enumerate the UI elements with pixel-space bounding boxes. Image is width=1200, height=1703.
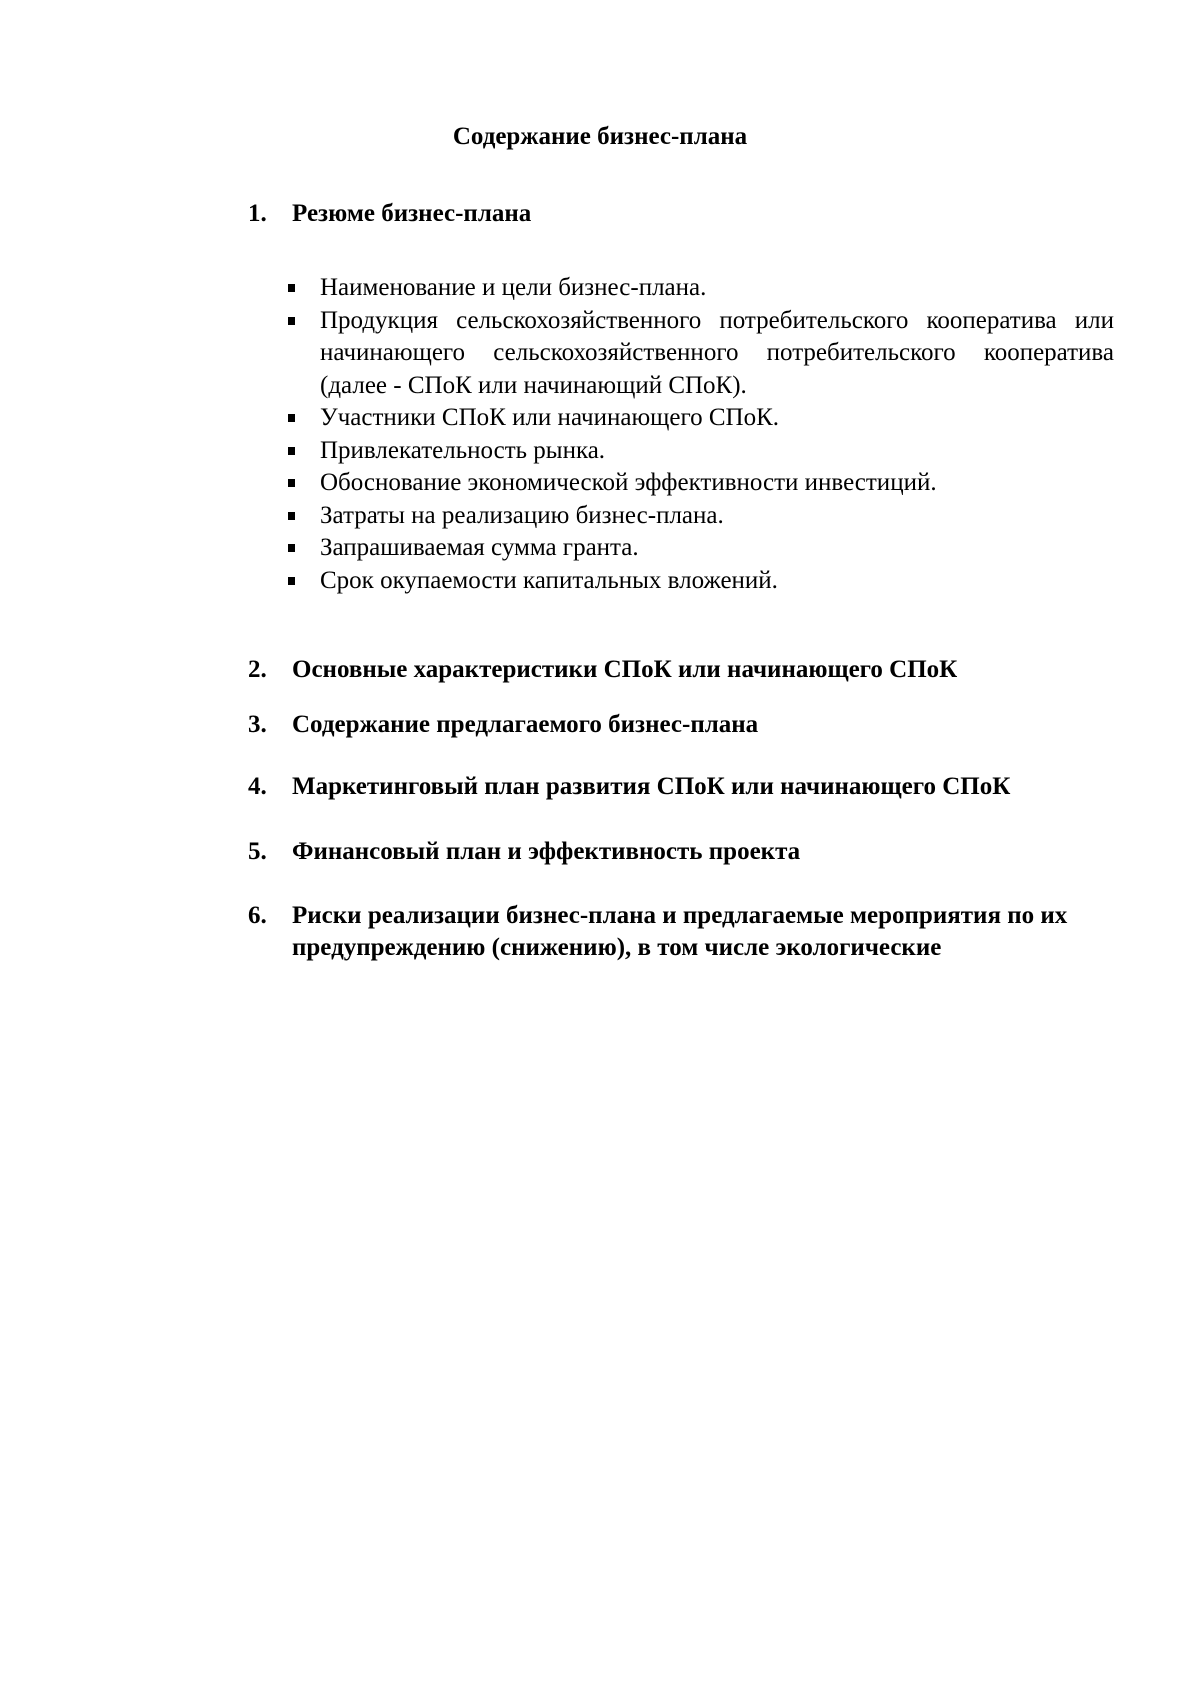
- list-item: [284, 500, 1114, 533]
- square-bullet-icon: [284, 467, 320, 500]
- square-bullet-icon: [284, 500, 320, 533]
- section-4-heading: [248, 771, 1128, 803]
- list-item: [284, 467, 1114, 500]
- section-title: Содержание предлагаемого бизнес-плана: [292, 711, 759, 738]
- list-item: [284, 532, 1114, 565]
- square-bullet-icon: [284, 565, 320, 598]
- list-item-text: Наименование и цели бизнес-плана.: [320, 274, 707, 301]
- list-item-text: Затраты на реализацию бизнес-плана.: [320, 501, 724, 529]
- section-1-bullet-list: [284, 272, 1114, 597]
- list-item: [284, 305, 1114, 403]
- section-number: 3.: [248, 711, 267, 738]
- list-item-text: Обоснование экономической эффективности инвестиций.: [320, 469, 937, 496]
- square-bullet-icon: [284, 272, 320, 305]
- section-1-heading: [248, 198, 1128, 230]
- section-number: 1.: [248, 200, 267, 227]
- square-bullet-icon: [284, 435, 320, 468]
- section-number: 4.: [248, 773, 267, 800]
- section-5-heading: [248, 836, 1128, 868]
- section-title: Основные характеристики СПоК или начинающего СПоК: [292, 656, 958, 683]
- section-number: 6.: [248, 902, 267, 929]
- section-title: Маркетинговый план развития СПоК или начинающего СПоК: [292, 773, 1011, 800]
- square-bullet-icon: [284, 532, 320, 565]
- list-item: [284, 435, 1114, 468]
- document-title: Содержание бизнес-плана: [452, 123, 748, 150]
- section-title: Финансовый план и эффективность проекта: [292, 838, 801, 865]
- section-number: 2.: [248, 656, 267, 683]
- list-item-text: Продукция сельскохозяйственного потребительского кооператива или начинающего сельскохозяйственного потребительского кооператива (далее - СПоК или начинающий СПоК).: [320, 306, 1114, 399]
- list-item-text: Участники СПоК или начинающего СПоК.: [320, 404, 780, 431]
- list-item-text: Срок окупаемости капитальных вложений.: [320, 566, 778, 594]
- list-item-text: Запрашиваемая сумма гранта.: [320, 534, 639, 561]
- section-title: Резюме бизнес-плана: [292, 200, 532, 227]
- square-bullet-icon: [284, 305, 320, 338]
- square-bullet-icon: [284, 402, 320, 435]
- section-6-heading: [248, 900, 1108, 964]
- section-3-heading: [248, 709, 1128, 741]
- section-2-heading: [248, 654, 1128, 686]
- section-number: 5.: [248, 838, 267, 865]
- list-item-text: Привлекательность рынка.: [320, 436, 606, 464]
- list-item: [284, 402, 1114, 435]
- list-item: [284, 565, 1114, 598]
- section-title: Риски реализации бизнес-плана и предлагаемые мероприятия по их предупреждению (снижению), в том числе экологические: [292, 902, 1068, 961]
- list-item: [284, 272, 1114, 305]
